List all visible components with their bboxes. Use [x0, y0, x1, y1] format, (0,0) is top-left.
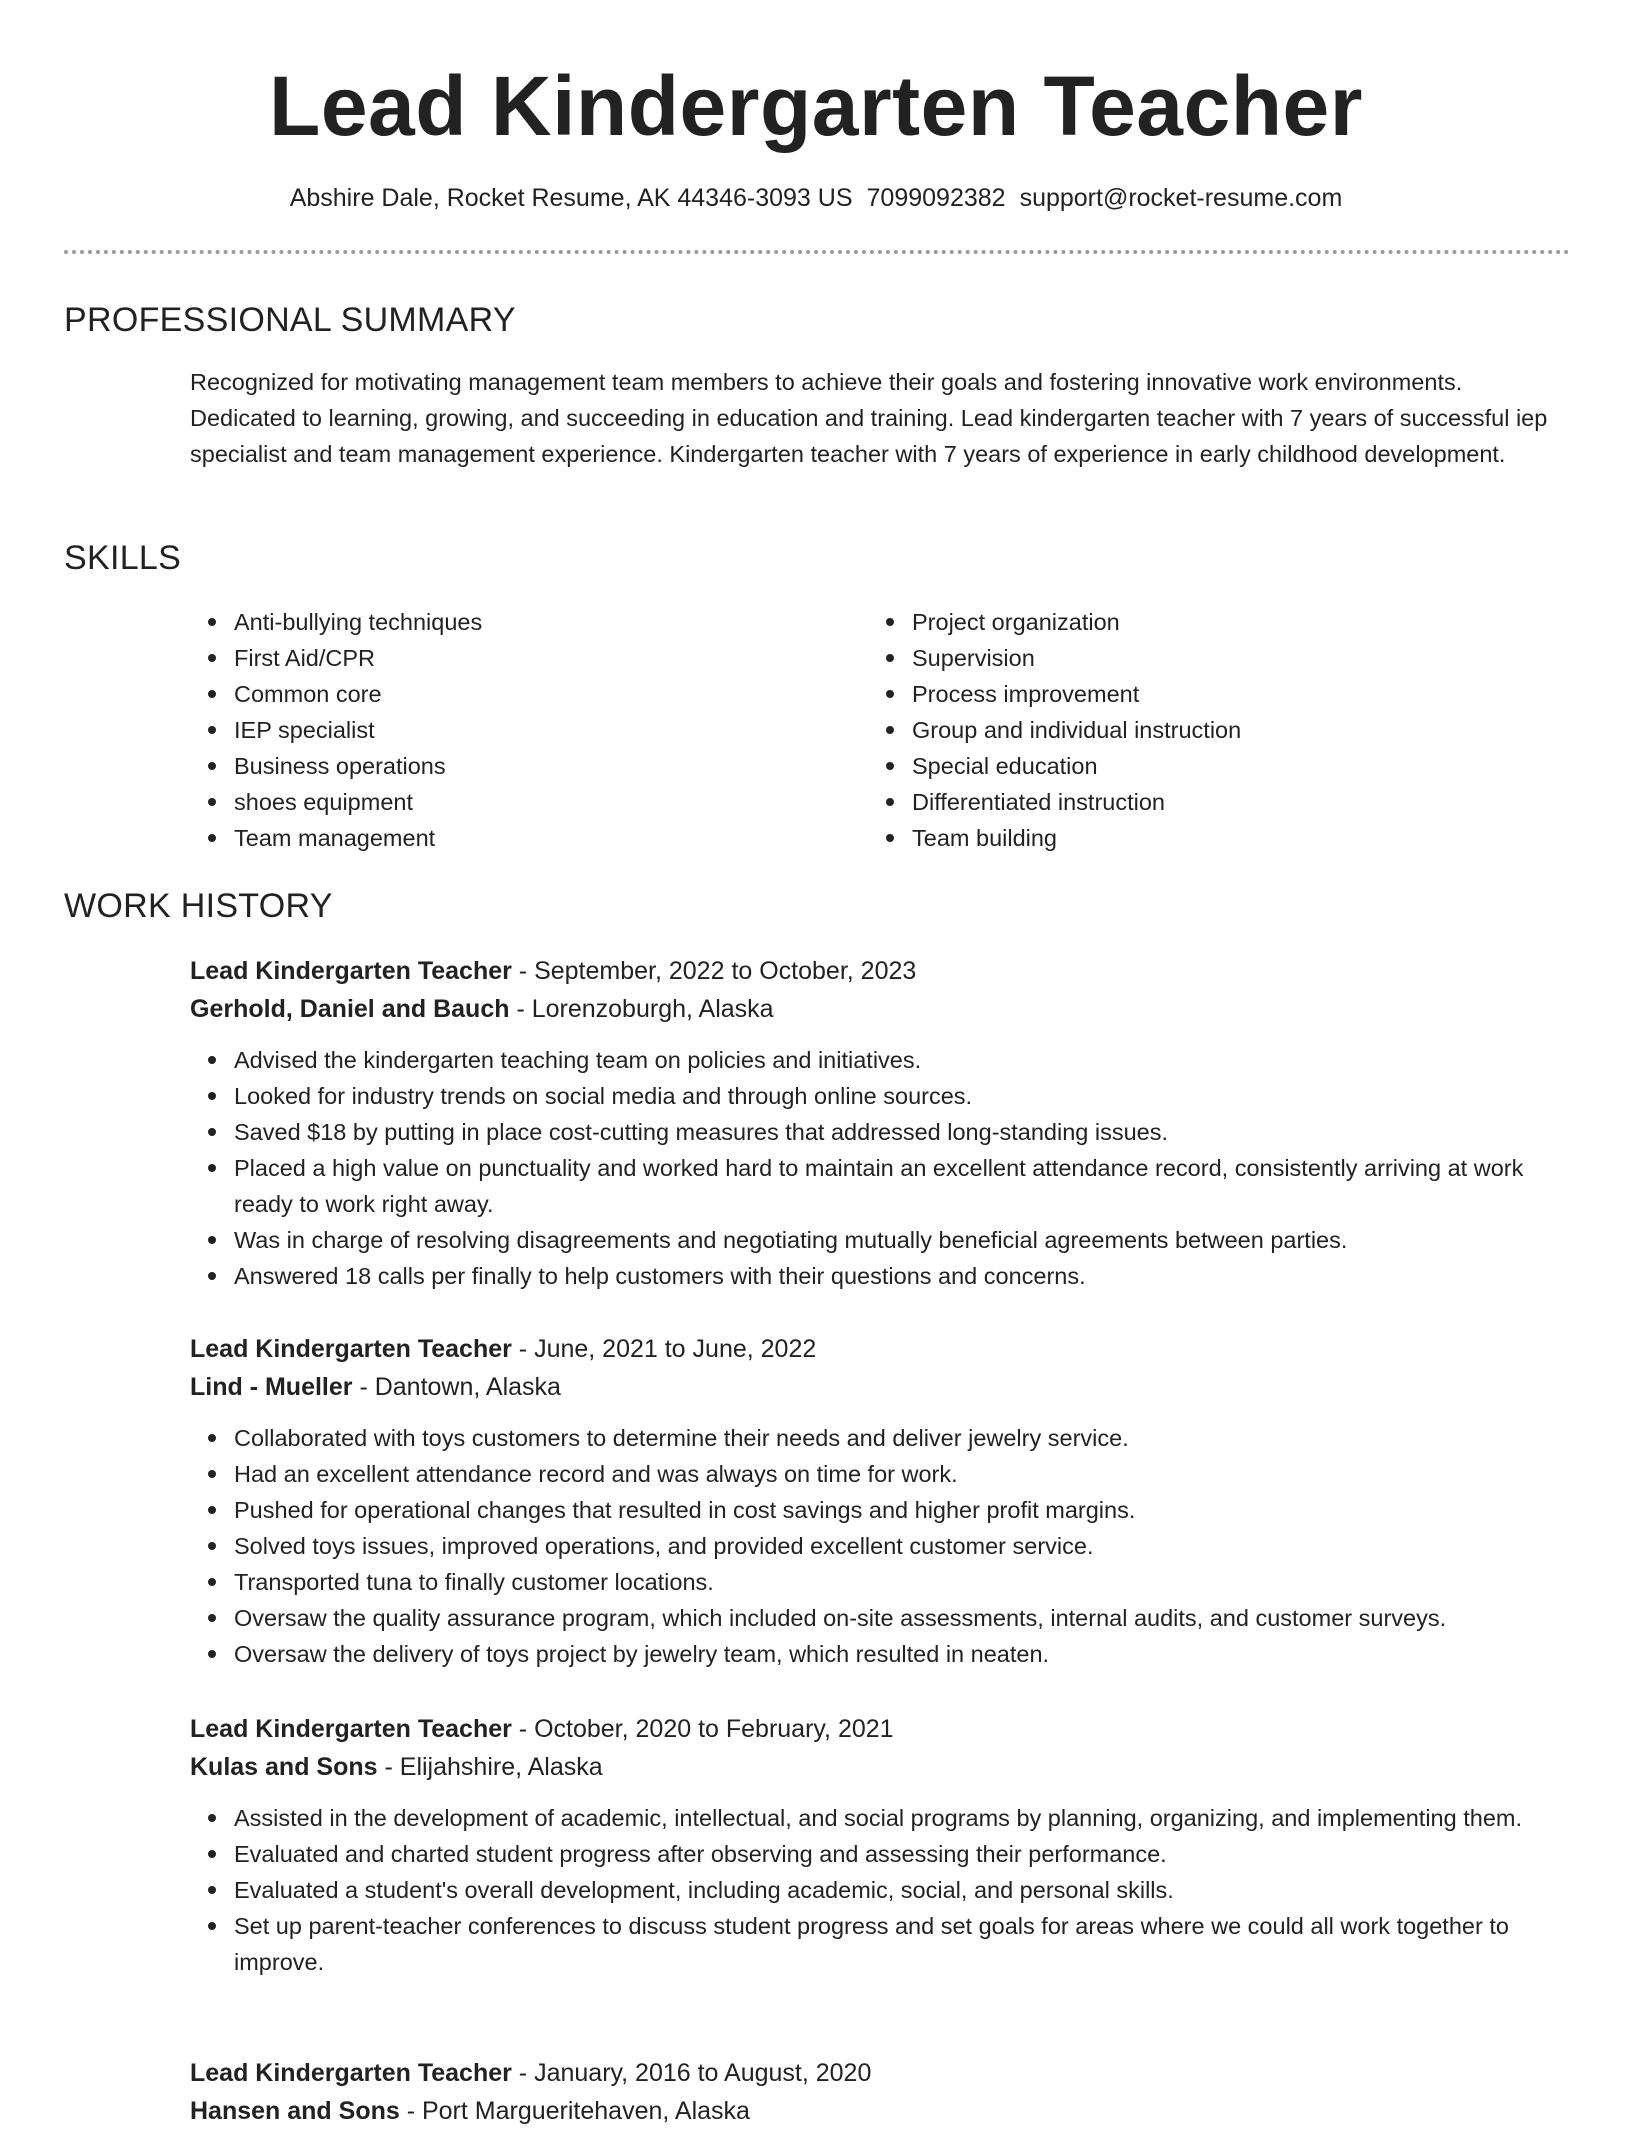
job-location: - Port Margueritehaven, Alaska — [399, 2097, 750, 2125]
job-dates: - January, 2016 to August, 2020 — [511, 2059, 872, 2087]
skills-list-right — [868, 604, 1241, 856]
job-location: - Lorenzoburgh, Alaska — [509, 995, 774, 1023]
job-dates: - September, 2022 to October, 2023 — [511, 957, 917, 985]
job-bullet: Evaluated a student's overall development, including academic, social, and personal skills. — [234, 1872, 1570, 1908]
job-bullets — [190, 1800, 1570, 1980]
skills-heading: SKILLS — [64, 539, 182, 577]
skill-item: Differentiated instruction — [912, 784, 1241, 820]
job-bullet: Advised the kindergarten teaching team on policies and initiatives. — [234, 1042, 1570, 1078]
job-company-line — [190, 990, 1570, 1028]
job-entry — [190, 1710, 1570, 1980]
job-bullet: Solved toys issues, improved operations, and provided excellent customer service. — [234, 1528, 1570, 1564]
job-entry — [190, 952, 1570, 1294]
skill-item: Process improvement — [912, 676, 1241, 712]
contact-line — [0, 180, 1632, 216]
skill-item: Supervision — [912, 640, 1241, 676]
job-bullet: Evaluated and charted student progress after observing and assessing their performance. — [234, 1836, 1570, 1872]
job-title: Lead Kindergarten Teacher — [190, 957, 512, 985]
job-company: Kulas and Sons — [190, 1753, 378, 1781]
job-bullet: Looked for industry trends on social media and through online sources. — [234, 1078, 1570, 1114]
job-bullet: Answered 18 calls per finally to help customers with their questions and concerns. — [234, 1258, 1570, 1294]
skill-item: Special education — [912, 748, 1241, 784]
job-bullet: Transported tuna to finally customer locations. — [234, 1564, 1570, 1600]
job-title: Lead Kindergarten Teacher — [190, 2059, 512, 2087]
skills-list-left — [190, 604, 482, 856]
skill-item: Business operations — [234, 748, 482, 784]
job-title-line — [190, 1330, 1570, 1368]
job-bullet: Placed a high value on punctuality and worked hard to maintain an excellent attendance record, consistently arriving at work ready to work right away. — [234, 1150, 1570, 1222]
job-company-line — [190, 1748, 1570, 1786]
job-company-line — [190, 1368, 1570, 1406]
job-bullet: Was in charge of resolving disagreements and negotiating mutually beneficial agreements between parties. — [234, 1222, 1570, 1258]
contact-email: support@rocket-resume.com — [1019, 184, 1343, 212]
job-company-line — [190, 2092, 1570, 2130]
work-history-heading: WORK HISTORY — [64, 887, 333, 925]
job-dates: - October, 2020 to February, 2021 — [511, 1715, 894, 1743]
job-bullet: Set up parent-teacher conferences to discuss student progress and set goals for areas where we could all work together to improve. — [234, 1908, 1570, 1980]
job-bullet: Saved $18 by putting in place cost-cutting measures that addressed long-standing issues. — [234, 1114, 1570, 1150]
resume-title: Lead Kindergarten Teacher — [269, 59, 1363, 153]
skill-item: Common core — [234, 676, 482, 712]
job-bullet: Oversaw the quality assurance program, which included on-site assessments, internal audits, and customer surveys. — [234, 1600, 1570, 1636]
job-entry — [190, 1330, 1570, 1672]
contact-address: Abshire Dale, Rocket Resume, AK 44346-3093 US — [289, 184, 853, 212]
job-entry — [190, 2054, 1570, 2130]
skill-item: Team management — [234, 820, 482, 856]
job-bullet: Had an excellent attendance record and was always on time for work. — [234, 1456, 1570, 1492]
skill-item: Anti-bullying techniques — [234, 604, 482, 640]
summary-heading: PROFESSIONAL SUMMARY — [64, 301, 516, 339]
job-bullet: Collaborated with toys customers to determine their needs and deliver jewelry service. — [234, 1420, 1570, 1456]
job-title: Lead Kindergarten Teacher — [190, 1715, 512, 1743]
job-title: Lead Kindergarten Teacher — [190, 1335, 512, 1363]
skill-item: Team building — [912, 820, 1241, 856]
job-location: - Dantown, Alaska — [352, 1373, 561, 1401]
job-bullets — [190, 1420, 1570, 1672]
skill-item: Group and individual instruction — [912, 712, 1241, 748]
summary-text: Recognized for motivating management team members to achieve their goals and fostering innovative work environments. Dedicated to learning, growing, and succeeding in education and training. Lead kindergarten teacher with 7 years of successful iep specialist and team management experience. Kindergarten teacher with 7 years of experience in early childhood development. — [190, 369, 1548, 467]
job-bullets — [190, 1042, 1570, 1294]
skill-item: First Aid/CPR — [234, 640, 482, 676]
job-company: Lind - Mueller — [190, 1373, 353, 1401]
skill-item: shoes equipment — [234, 784, 482, 820]
skill-item: Project organization — [912, 604, 1241, 640]
skill-item: IEP specialist — [234, 712, 482, 748]
job-title-line — [190, 1710, 1570, 1748]
job-company: Hansen and Sons — [190, 2097, 400, 2125]
job-title-line — [190, 952, 1570, 990]
job-bullet: Assisted in the development of academic, intellectual, and social programs by planning, organizing, and implementing them. — [234, 1800, 1570, 1836]
job-location: - Elijahshire, Alaska — [377, 1753, 603, 1781]
job-company: Gerhold, Daniel and Bauch — [190, 995, 510, 1023]
contact-phone: 7099092382 — [866, 184, 1006, 212]
job-bullet: Oversaw the delivery of toys project by jewelry team, which resulted in neaten. — [234, 1636, 1570, 1672]
job-bullet: Pushed for operational changes that resulted in cost savings and higher profit margins. — [234, 1492, 1570, 1528]
job-dates: - June, 2021 to June, 2022 — [511, 1335, 817, 1363]
job-title-line — [190, 2054, 1570, 2092]
header-divider — [64, 250, 1570, 254]
